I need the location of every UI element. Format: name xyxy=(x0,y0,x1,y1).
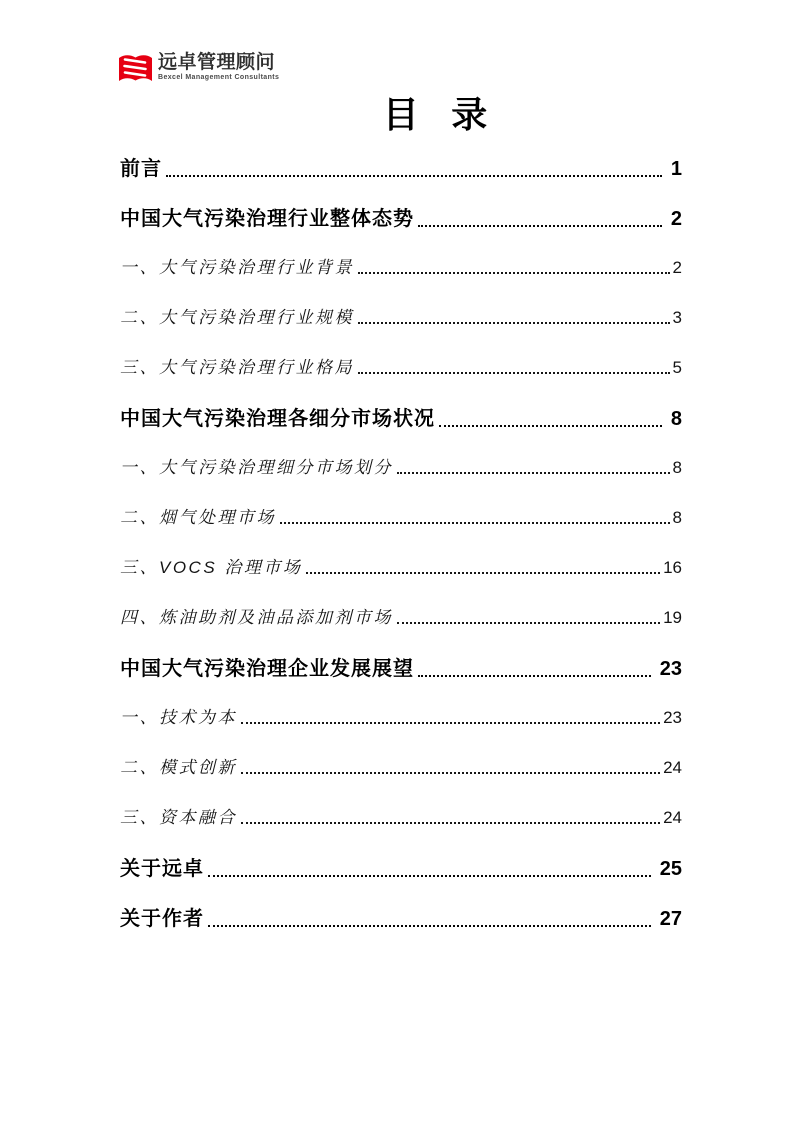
toc-entry-label: 前言 xyxy=(120,158,162,180)
toc-entry-label: 一、大气污染治理细分市场划分 xyxy=(120,458,393,477)
toc-entry[interactable] xyxy=(120,906,682,932)
toc-leader-dots xyxy=(358,322,670,324)
toc-entry-page: 8 xyxy=(672,508,682,527)
toc-entry-page: 24 xyxy=(663,808,682,827)
company-name-cn: 远卓管理顾问 xyxy=(158,51,276,73)
toc-entry-page: 27 xyxy=(659,908,682,930)
toc-leader-dots xyxy=(358,272,670,274)
toc-entry-label: 三、资本融合 xyxy=(120,808,237,827)
toc-entry[interactable] xyxy=(120,656,682,682)
toc-entry-label: 三、VOCS 治理市场 xyxy=(120,558,303,577)
toc-entry-page: 3 xyxy=(672,308,682,327)
toc-entry-page: 23 xyxy=(659,658,682,680)
toc-leader-dots xyxy=(418,675,651,677)
toc-entry[interactable] xyxy=(120,806,682,829)
toc-entry-page: 2 xyxy=(670,208,682,230)
toc-entry[interactable] xyxy=(120,256,682,279)
toc-leader-dots xyxy=(280,522,670,524)
toc-leader-dots xyxy=(306,572,660,574)
toc-entry[interactable] xyxy=(120,306,682,329)
toc-leader-dots xyxy=(397,472,670,474)
toc-entry-label: 中国大气污染治理各细分市场状况 xyxy=(120,408,435,430)
toc-leader-dots xyxy=(166,175,662,177)
toc-entry-label: 关于作者 xyxy=(120,908,204,930)
toc-entry-page: 1 xyxy=(670,158,682,180)
toc-entry-page: 5 xyxy=(672,358,682,377)
toc-leader-dots xyxy=(241,722,660,724)
toc-entry[interactable] xyxy=(120,856,682,882)
toc-entry[interactable] xyxy=(120,556,682,579)
open-book-logo-icon xyxy=(118,52,153,82)
toc-entry[interactable] xyxy=(120,706,682,729)
toc-entry[interactable] xyxy=(120,406,682,432)
toc-leader-dots xyxy=(358,372,670,374)
toc-entry-label: 中国大气污染治理企业发展展望 xyxy=(120,658,414,680)
company-name-en: Bexcel Management Consultants xyxy=(158,74,280,81)
toc-entry[interactable] xyxy=(120,506,682,529)
toc-leader-dots xyxy=(241,822,660,824)
toc-entry-label: 一、大气污染治理行业背景 xyxy=(120,258,354,277)
toc-entry-label: 中国大气污染治理行业整体态势 xyxy=(120,208,414,230)
toc-entry[interactable] xyxy=(120,756,682,779)
logo-text xyxy=(158,52,279,81)
toc-leader-dots xyxy=(208,875,651,877)
toc-entry-label: 一、技术为本 xyxy=(120,708,237,727)
toc-entry-page: 23 xyxy=(663,708,682,727)
toc-entry-page: 8 xyxy=(672,458,682,477)
company-logo xyxy=(118,52,279,82)
toc-list xyxy=(120,156,682,956)
toc-entry-label: 关于远卓 xyxy=(120,858,204,880)
toc-entry-label: 三、大气污染治理行业格局 xyxy=(120,358,354,377)
toc-entry-label: 二、模式创新 xyxy=(120,758,237,777)
toc-entry-label: 四、炼油助剂及油品添加剂市场 xyxy=(120,608,393,627)
toc-entry-page: 19 xyxy=(663,608,682,627)
toc-leader-dots xyxy=(208,925,651,927)
toc-entry-label: 二、烟气处理市场 xyxy=(120,508,276,527)
toc-leader-dots xyxy=(397,622,660,624)
toc-entry[interactable] xyxy=(120,456,682,479)
toc-leader-dots xyxy=(418,225,662,227)
toc-entry[interactable] xyxy=(120,356,682,379)
toc-entry[interactable] xyxy=(120,156,682,182)
toc-entry-page: 25 xyxy=(659,858,682,880)
page-title: 目 录 xyxy=(382,95,490,136)
toc-leader-dots xyxy=(241,772,660,774)
toc-entry-page: 2 xyxy=(672,258,682,277)
toc-entry-page: 8 xyxy=(670,408,682,430)
toc-entry[interactable] xyxy=(120,606,682,629)
toc-entry-label: 二、大气污染治理行业规模 xyxy=(120,308,354,327)
toc-leader-dots xyxy=(439,425,662,427)
toc-entry-page: 16 xyxy=(663,558,682,577)
toc-entry[interactable] xyxy=(120,206,682,232)
toc-entry-page: 24 xyxy=(663,758,682,777)
